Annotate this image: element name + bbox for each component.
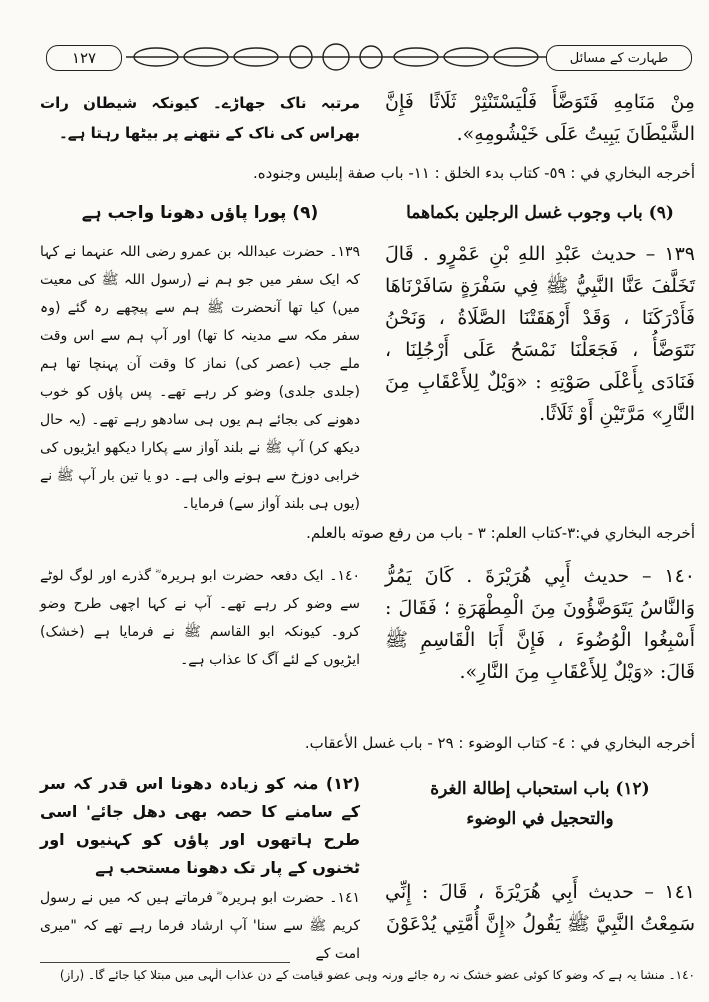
page-number: ١٢٧ xyxy=(46,45,122,71)
chain-ornament-icon xyxy=(126,42,546,72)
top-arabic-text: مِنْ مَنَامِهِ فَتَوَضَّأَ فَلْيَسْتَنْثِرْ ثَلَاثًا فَإِنَّ الشَّيْطَانَ يَبِيتُ عَلَى خَيْشُومِهِ». xyxy=(385,91,695,145)
section-heading-arabic: (٩) باب وجوب غسل الرجلين بكماهما xyxy=(406,203,674,223)
top-urdu-text: مرتبہ ناک جھاڑے۔ کیونکہ شیطان رات بھراس کی ناک کے نتھنے پر بیٹھا رہتا ہے۔ xyxy=(40,94,360,142)
heading-line: والتحجيل في الوضوء xyxy=(466,809,614,829)
reference-line: أخرجه البخاري في : ٤- كتاب الوضوء : ٢٩ - باب غسل الأعقاب. xyxy=(304,734,695,752)
hadith-arabic-141: ١٤١ – حديث أَبِي هُرَيْرَةَ ، قَالَ : إِنِّي سَمِعْتُ النَّبِيَّ ﷺ يَقُولُ «إِنَّ أُمَّتِي يُدْعَوْنَ xyxy=(385,881,695,935)
heading-line: (١٢) باب استحباب إطالة الغرة xyxy=(430,779,650,799)
hadith-urdu-139: ١٣٩۔ حضرت عبداللہ بن عمرو رضی اللہ عنہما نے کہا کہ ایک سفر میں جو ہم نے (رسول اللہ ﷺ کی معیت میں) کیا تھا آنحضرت ﷺ ہم سے پیچھے رہ گئے (وہ سفر مکہ سے مدینہ کا تھا) اور آپ ہم سے اس وقت ملے جب (عصر کی) نماز کا وقت آن پہنچا تھا ہم (جلدی جلدی) وضو کر رہے تھے۔ پس پاؤں کو خوب دھونے کی بجائے ہم یوں ہی سادھو رہے تھے۔ (یہ حال دیکھ کر) آپ ﷺ نے بلند آواز سے پکارا دیکھو ایڑیوں کی خرابی دوزخ سے ہونے والی ہے۔ دو یا تین بار آپ ﷺ نے (یوں ہی بلند آواز سے) فرمایا۔ xyxy=(40,244,360,512)
hadith-arabic-139: ١٣٩ – حديث عَبْدِ اللهِ بْنِ عَمْرٍو . قَالَ تَخَلَّفَ عَنَّا النَّبِيُّ ﷺ فِي سَفْرَةٍ سَافَرْنَاهَا فَأَدْرَكَنَا ، وَقَدْ أَرْهَقَتْنَا الصَّلَاةُ ، وَنَحْنُ نَتَوَضَّأُ ، فَجَعَلْنَا نَمْسَحُ عَلَى أَرْجُلِنَا ، فَنَادَى بِأَعْلَى صَوْتِهِ : «وَيْلٌ لِلأَعْقَابِ مِنَ النَّارِ» مَرَّتَيْنِ أَوْ ثَلَاثًا. xyxy=(385,243,695,425)
footnote: ١٤٠۔ منشا یہ ہے کہ وضو کا کوئی عضو خشک نہ رہ جائے ورنہ وہی عضو قیامت کے دن عذاب الٰہی میں مبتلا کیا جائے گا۔ (راز) xyxy=(59,968,695,982)
page-header xyxy=(36,40,700,84)
hadith-arabic-140: ١٤٠ – حديث أَبِي هُرَيْرَةَ . كَانَ يَمُرُّ وَالنَّاسُ يَتَوَضَّؤُونَ مِنَ الْمِطْهَرَةِ ؛ فَقَالَ : أَسْبِغُوا الْوُضُوءَ ، فَإِنَّ أَبَا الْقَاسِمِ ﷺ قَالَ: «وَيْلٌ لِلأَعْقَابِ مِنَ النَّارِ». xyxy=(385,565,695,683)
reference-line: أخرجه البخاري في:٣-كتاب العلم: ٣ - باب من رفع صوته بالعلم. xyxy=(306,524,695,542)
reference-line: أخرجه البخاري في : ٥٩- كتاب بدء الخلق : ١١- باب صفة إبليس وجنوده. xyxy=(252,164,695,182)
footnote-divider xyxy=(40,962,290,963)
section-heading-urdu: (١٢) منہ کو زیادہ دھونا اس قدر کہ سر کے سامنے کا حصہ بھی دھل جائے' اسی طرح ہاتھوں اور پاؤں کو کہنیوں اور ٹخنوں کے پار تک دھونا مستحب ہے xyxy=(40,774,360,877)
hadith-urdu-140: ١٤٠۔ ایک دفعہ حضرت ابو ہریرہ ؓ گذرے اور لوگ لوٹے سے وضو کر رہے تھے۔ آپ نے کہا اچھی طرح وضو کرو۔ کیونکہ ابو القاسم ﷺ نے فرمایا ہے (خشک) ایڑیوں کے لئے آگ کا عذاب ہے۔ xyxy=(40,568,360,668)
section-heading-urdu: (٩) پورا پاؤں دھونا واجب ہے xyxy=(81,203,319,223)
hadith-urdu-141: ١٤١۔ حضرت ابو ہریرہ ؓ فرماتے ہیں کہ میں نے رسول کریم ﷺ سے سنا' آپ ارشاد فرما رہے تھے کہ "میری امت کے xyxy=(40,890,360,962)
running-head: طہارت کے مسائل xyxy=(546,45,692,71)
section-heading-arabic xyxy=(385,774,695,834)
